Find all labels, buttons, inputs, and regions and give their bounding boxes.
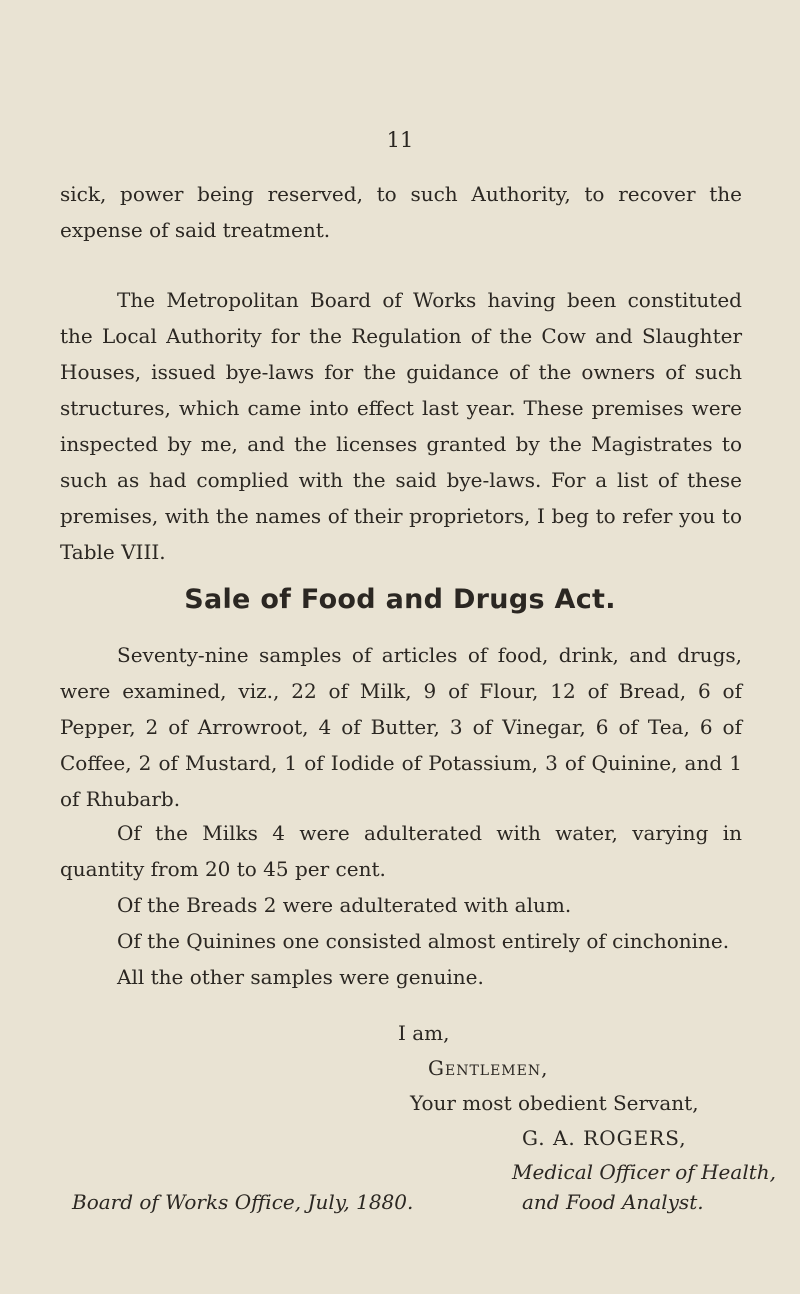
signature-title-line2: and Food Analyst.	[522, 1190, 704, 1214]
section-heading: Sale of Food and Drugs Act.	[184, 584, 616, 615]
page-number: 11	[386, 128, 414, 152]
paragraph-breads: Of the Breads 2 were adulterated with alum.	[117, 893, 572, 917]
paragraph-milks: Of the Milks 4 were adulterated with water, varying in quantity from 20 to 45 per cent.	[60, 821, 742, 881]
signature-servant: Your most obedient Servant,	[410, 1091, 699, 1115]
signature-salutation: Gentlemen,	[428, 1056, 549, 1080]
office-dateline: Board of Works Office, July, 1880.	[72, 1190, 414, 1214]
signature-title-line1: Medical Officer of Health,	[512, 1160, 776, 1184]
paragraph-quinines: Of the Quinines one consisted almost entirely of cinchonine.	[117, 929, 730, 953]
paragraph-continuation: sick, power being reserved, to such Authority, to recover the expense of said treatment.	[60, 182, 742, 242]
signature-name: G. A. ROGERS,	[522, 1126, 687, 1150]
signature-closing: I am,	[398, 1021, 450, 1045]
paragraph-genuine: All the other samples were genuine.	[117, 965, 484, 989]
paragraph-metropolitan-board: The Metropolitan Board of Works having been constituted the Local Authority for the Regulation of the Cow and Slaughter Houses, issued bye-laws for the guidance of the owners of such structures, which came into effect last year. These premises were inspected by me, and the licenses granted by the Magistrates to such as had complied with the said bye-laws. For a list of these premises, with the names of their proprietors, I beg to refer you to Table VIII.	[60, 288, 742, 564]
paragraph-samples: Seventy-nine samples of articles of food, drink, and drugs, were examined, viz., 22 of Milk, 9 of Flour, 12 of Bread, 6 of Pepper, 2 of Arrowroot, 4 of Butter, 3 of Vinegar, 6 of Tea, 6 of Coffee, 2 of Mustard, 1 of Iodide of Potassium, 3 of Quinine, and 1 of Rhubarb.	[60, 643, 742, 811]
